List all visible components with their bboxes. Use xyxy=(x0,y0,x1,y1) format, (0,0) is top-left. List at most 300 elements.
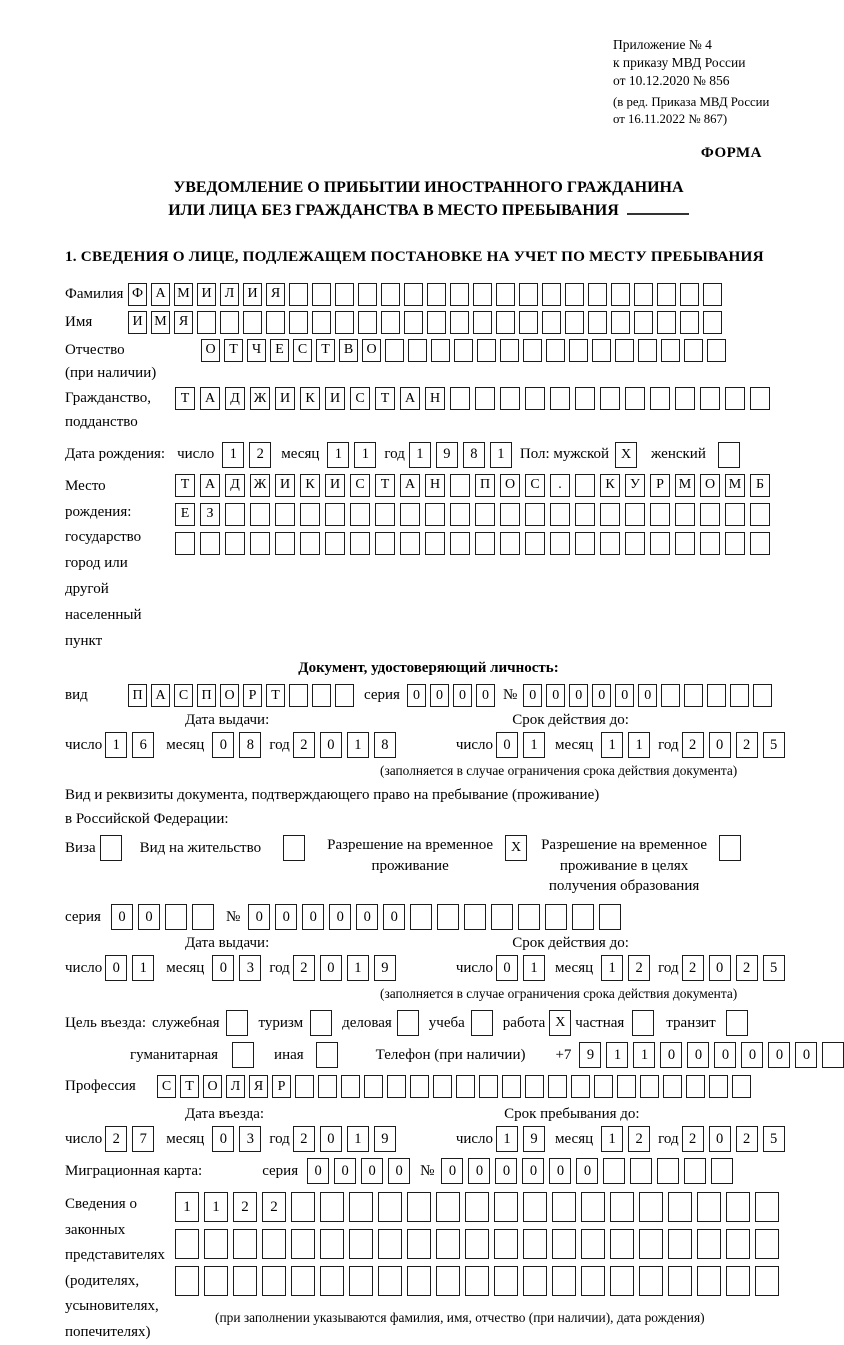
form-cell[interactable]: 1 xyxy=(204,1192,228,1222)
form-cell[interactable]: 1 xyxy=(606,1042,628,1068)
rvp-edu-checkbox[interactable] xyxy=(719,835,741,861)
form-cell[interactable]: 0 xyxy=(356,904,378,930)
form-cell[interactable] xyxy=(275,532,295,555)
form-cell[interactable] xyxy=(425,503,445,526)
form-cell[interactable] xyxy=(473,311,492,334)
form-cell[interactable]: М xyxy=(151,311,170,334)
form-cell[interactable]: Ф xyxy=(128,283,147,306)
form-cell[interactable]: 0 xyxy=(430,684,449,707)
purpose-transit-checkbox[interactable] xyxy=(726,1010,748,1036)
form-cell[interactable] xyxy=(381,311,400,334)
form-cell[interactable] xyxy=(387,1075,406,1098)
form-cell[interactable]: 1 xyxy=(490,442,512,468)
form-cell[interactable]: О xyxy=(362,339,381,362)
form-cell[interactable] xyxy=(225,532,245,555)
form-cell[interactable]: С xyxy=(350,387,370,410)
form-cell[interactable]: 1 xyxy=(347,732,369,758)
form-cell[interactable] xyxy=(325,503,345,526)
form-cell[interactable] xyxy=(518,904,540,930)
form-cell[interactable]: 0 xyxy=(714,1042,736,1068)
form-cell[interactable]: 2 xyxy=(293,955,315,981)
purpose-humanitarian-checkbox[interactable] xyxy=(232,1042,254,1068)
form-cell[interactable] xyxy=(663,1075,682,1098)
form-cell[interactable] xyxy=(575,503,595,526)
form-cell[interactable] xyxy=(289,283,308,306)
form-cell[interactable]: 5 xyxy=(763,1126,785,1152)
form-cell[interactable]: 3 xyxy=(239,1126,261,1152)
form-cell[interactable]: 2 xyxy=(293,732,315,758)
form-cell[interactable]: 9 xyxy=(523,1126,545,1152)
form-cell[interactable]: 0 xyxy=(569,684,588,707)
form-cell[interactable]: И xyxy=(325,387,345,410)
form-cell[interactable] xyxy=(639,1229,663,1259)
form-cell[interactable] xyxy=(408,339,427,362)
form-cell[interactable]: Р xyxy=(243,684,262,707)
form-cell[interactable] xyxy=(697,1192,721,1222)
form-cell[interactable]: 6 xyxy=(132,732,154,758)
form-cell[interactable] xyxy=(335,684,354,707)
form-cell[interactable] xyxy=(410,904,432,930)
form-cell[interactable] xyxy=(703,283,722,306)
form-cell[interactable] xyxy=(233,1229,257,1259)
form-cell[interactable]: А xyxy=(400,474,420,497)
form-cell[interactable] xyxy=(400,532,420,555)
form-cell[interactable]: Т xyxy=(180,1075,199,1098)
form-cell[interactable] xyxy=(542,283,561,306)
form-cell[interactable] xyxy=(638,339,657,362)
form-cell[interactable]: 1 xyxy=(601,955,623,981)
form-cell[interactable]: О xyxy=(203,1075,222,1098)
form-cell[interactable] xyxy=(407,1229,431,1259)
form-cell[interactable]: 8 xyxy=(239,732,261,758)
form-cell[interactable]: 1 xyxy=(327,442,349,468)
form-cell[interactable]: 5 xyxy=(763,732,785,758)
form-cell[interactable] xyxy=(318,1075,337,1098)
form-cell[interactable]: М xyxy=(174,283,193,306)
form-cell[interactable]: 2 xyxy=(628,955,650,981)
form-cell[interactable]: 0 xyxy=(388,1158,410,1184)
form-cell[interactable]: 9 xyxy=(374,955,396,981)
form-cell[interactable]: 2 xyxy=(249,442,271,468)
form-cell[interactable]: И xyxy=(275,387,295,410)
form-cell[interactable]: 0 xyxy=(275,904,297,930)
form-cell[interactable]: 1 xyxy=(601,732,623,758)
form-cell[interactable] xyxy=(502,1075,521,1098)
form-cell[interactable] xyxy=(381,283,400,306)
form-cell[interactable] xyxy=(565,283,584,306)
form-cell[interactable] xyxy=(266,311,285,334)
form-cell[interactable] xyxy=(575,387,595,410)
form-cell[interactable] xyxy=(661,684,680,707)
form-cell[interactable]: О xyxy=(201,339,220,362)
form-cell[interactable]: 0 xyxy=(248,904,270,930)
form-cell[interactable]: 0 xyxy=(320,1126,342,1152)
form-cell[interactable] xyxy=(686,1075,705,1098)
form-cell[interactable] xyxy=(565,311,584,334)
form-cell[interactable] xyxy=(700,532,720,555)
form-cell[interactable] xyxy=(300,503,320,526)
form-cell[interactable]: 0 xyxy=(660,1042,682,1068)
form-cell[interactable] xyxy=(634,283,653,306)
form-cell[interactable] xyxy=(400,503,420,526)
form-cell[interactable] xyxy=(496,283,515,306)
form-cell[interactable] xyxy=(668,1266,692,1296)
form-cell[interactable]: 0 xyxy=(795,1042,817,1068)
form-cell[interactable]: Е xyxy=(175,503,195,526)
form-cell[interactable]: С xyxy=(525,474,545,497)
form-cell[interactable]: П xyxy=(128,684,147,707)
form-cell[interactable] xyxy=(755,1229,779,1259)
form-cell[interactable]: Я xyxy=(249,1075,268,1098)
form-cell[interactable]: 2 xyxy=(682,1126,704,1152)
form-cell[interactable]: О xyxy=(220,684,239,707)
form-cell[interactable] xyxy=(465,1192,489,1222)
form-cell[interactable]: 0 xyxy=(453,684,472,707)
form-cell[interactable] xyxy=(436,1229,460,1259)
form-cell[interactable]: К xyxy=(300,474,320,497)
visa-checkbox[interactable] xyxy=(100,835,122,861)
form-cell[interactable]: 1 xyxy=(347,955,369,981)
form-cell[interactable] xyxy=(312,283,331,306)
form-cell[interactable]: 0 xyxy=(523,684,542,707)
form-cell[interactable]: 1 xyxy=(628,732,650,758)
form-cell[interactable] xyxy=(668,1192,692,1222)
form-cell[interactable]: У xyxy=(625,474,645,497)
form-cell[interactable]: 1 xyxy=(354,442,376,468)
form-cell[interactable] xyxy=(611,311,630,334)
form-cell[interactable]: П xyxy=(197,684,216,707)
form-cell[interactable] xyxy=(707,684,726,707)
form-cell[interactable] xyxy=(630,1158,652,1184)
form-cell[interactable]: 3 xyxy=(239,955,261,981)
form-cell[interactable] xyxy=(523,1192,547,1222)
form-cell[interactable] xyxy=(295,1075,314,1098)
form-cell[interactable]: 1 xyxy=(633,1042,655,1068)
form-cell[interactable] xyxy=(822,1042,844,1068)
form-cell[interactable]: 0 xyxy=(709,732,731,758)
form-cell[interactable]: Ж xyxy=(250,474,270,497)
form-cell[interactable]: Т xyxy=(266,684,285,707)
form-cell[interactable] xyxy=(433,1075,452,1098)
form-cell[interactable]: 0 xyxy=(320,732,342,758)
form-cell[interactable]: 1 xyxy=(523,732,545,758)
form-cell[interactable]: . xyxy=(550,474,570,497)
form-cell[interactable] xyxy=(450,532,470,555)
form-cell[interactable] xyxy=(625,532,645,555)
form-cell[interactable]: О xyxy=(700,474,720,497)
form-cell[interactable] xyxy=(494,1192,518,1222)
form-cell[interactable] xyxy=(175,1229,199,1259)
form-cell[interactable] xyxy=(755,1192,779,1222)
form-cell[interactable] xyxy=(262,1229,286,1259)
form-cell[interactable]: 0 xyxy=(212,732,234,758)
form-cell[interactable] xyxy=(165,904,187,930)
form-cell[interactable] xyxy=(684,684,703,707)
form-cell[interactable]: Н xyxy=(425,474,445,497)
form-cell[interactable]: 0 xyxy=(496,955,518,981)
form-cell[interactable]: 1 xyxy=(496,1126,518,1152)
form-cell[interactable]: 0 xyxy=(741,1042,763,1068)
form-cell[interactable] xyxy=(519,283,538,306)
form-cell[interactable]: И xyxy=(197,283,216,306)
form-cell[interactable]: С xyxy=(350,474,370,497)
form-cell[interactable] xyxy=(611,283,630,306)
form-cell[interactable] xyxy=(407,1266,431,1296)
rvp-checkbox[interactable]: X xyxy=(505,835,527,861)
form-cell[interactable]: 0 xyxy=(522,1158,544,1184)
form-cell[interactable] xyxy=(320,1229,344,1259)
form-cell[interactable] xyxy=(675,532,695,555)
form-cell[interactable] xyxy=(291,1266,315,1296)
form-cell[interactable]: З xyxy=(200,503,220,526)
form-cell[interactable]: 8 xyxy=(374,732,396,758)
form-cell[interactable] xyxy=(378,1192,402,1222)
form-cell[interactable] xyxy=(552,1192,576,1222)
form-cell[interactable] xyxy=(680,283,699,306)
form-cell[interactable]: 2 xyxy=(682,955,704,981)
form-cell[interactable]: Б xyxy=(750,474,770,497)
form-cell[interactable]: К xyxy=(300,387,320,410)
form-cell[interactable] xyxy=(358,311,377,334)
form-cell[interactable] xyxy=(197,311,216,334)
form-cell[interactable]: Т xyxy=(375,474,395,497)
form-cell[interactable]: 5 xyxy=(763,955,785,981)
form-cell[interactable] xyxy=(200,532,220,555)
form-cell[interactable]: М xyxy=(675,474,695,497)
form-cell[interactable] xyxy=(500,387,520,410)
form-cell[interactable]: Л xyxy=(220,283,239,306)
form-cell[interactable] xyxy=(291,1192,315,1222)
form-cell[interactable]: И xyxy=(275,474,295,497)
form-cell[interactable] xyxy=(450,503,470,526)
form-cell[interactable] xyxy=(312,684,331,707)
form-cell[interactable]: 0 xyxy=(687,1042,709,1068)
form-cell[interactable] xyxy=(454,339,473,362)
form-cell[interactable] xyxy=(262,1266,286,1296)
form-cell[interactable] xyxy=(755,1266,779,1296)
form-cell[interactable] xyxy=(450,283,469,306)
form-cell[interactable] xyxy=(707,339,726,362)
purpose-business-checkbox[interactable] xyxy=(397,1010,419,1036)
form-cell[interactable] xyxy=(525,387,545,410)
form-cell[interactable] xyxy=(594,1075,613,1098)
form-cell[interactable] xyxy=(427,311,446,334)
form-cell[interactable] xyxy=(750,532,770,555)
form-cell[interactable] xyxy=(425,532,445,555)
form-cell[interactable] xyxy=(650,387,670,410)
form-cell[interactable]: 0 xyxy=(496,732,518,758)
form-cell[interactable] xyxy=(404,283,423,306)
form-cell[interactable] xyxy=(250,503,270,526)
form-cell[interactable] xyxy=(548,1075,567,1098)
form-cell[interactable]: 1 xyxy=(347,1126,369,1152)
form-cell[interactable]: 0 xyxy=(111,904,133,930)
form-cell[interactable]: 0 xyxy=(105,955,127,981)
form-cell[interactable] xyxy=(725,532,745,555)
form-cell[interactable] xyxy=(525,1075,544,1098)
form-cell[interactable] xyxy=(625,387,645,410)
form-cell[interactable] xyxy=(275,503,295,526)
form-cell[interactable]: Н xyxy=(425,387,445,410)
form-cell[interactable] xyxy=(581,1266,605,1296)
form-cell[interactable]: 0 xyxy=(546,684,565,707)
form-cell[interactable] xyxy=(684,1158,706,1184)
form-cell[interactable]: 2 xyxy=(736,1126,758,1152)
form-cell[interactable] xyxy=(335,283,354,306)
purpose-work-checkbox[interactable]: X xyxy=(549,1010,571,1036)
form-cell[interactable] xyxy=(220,311,239,334)
form-cell[interactable]: К xyxy=(600,474,620,497)
form-cell[interactable] xyxy=(600,532,620,555)
form-cell[interactable] xyxy=(494,1229,518,1259)
form-cell[interactable] xyxy=(475,387,495,410)
form-cell[interactable]: 9 xyxy=(374,1126,396,1152)
form-cell[interactable] xyxy=(378,1266,402,1296)
form-cell[interactable]: 2 xyxy=(628,1126,650,1152)
form-cell[interactable]: 0 xyxy=(592,684,611,707)
form-cell[interactable] xyxy=(335,311,354,334)
form-cell[interactable] xyxy=(588,311,607,334)
form-cell[interactable] xyxy=(709,1075,728,1098)
form-cell[interactable] xyxy=(225,503,245,526)
form-cell[interactable] xyxy=(175,532,195,555)
form-cell[interactable] xyxy=(625,503,645,526)
form-cell[interactable] xyxy=(491,904,513,930)
form-cell[interactable] xyxy=(349,1192,373,1222)
form-cell[interactable] xyxy=(668,1229,692,1259)
form-cell[interactable]: 0 xyxy=(441,1158,463,1184)
form-cell[interactable]: 8 xyxy=(463,442,485,468)
form-cell[interactable] xyxy=(617,1075,636,1098)
form-cell[interactable] xyxy=(204,1229,228,1259)
form-cell[interactable]: 9 xyxy=(436,442,458,468)
form-cell[interactable]: Р xyxy=(272,1075,291,1098)
form-cell[interactable]: 0 xyxy=(334,1158,356,1184)
form-cell[interactable]: 1 xyxy=(105,732,127,758)
purpose-private-checkbox[interactable] xyxy=(632,1010,654,1036)
form-cell[interactable]: А xyxy=(400,387,420,410)
form-cell[interactable] xyxy=(500,503,520,526)
form-cell[interactable]: А xyxy=(200,474,220,497)
form-cell[interactable]: 1 xyxy=(222,442,244,468)
purpose-study-checkbox[interactable] xyxy=(471,1010,493,1036)
form-cell[interactable] xyxy=(192,904,214,930)
form-cell[interactable]: 2 xyxy=(736,732,758,758)
form-cell[interactable] xyxy=(675,387,695,410)
form-cell[interactable] xyxy=(289,684,308,707)
form-cell[interactable] xyxy=(175,1266,199,1296)
form-cell[interactable]: П xyxy=(475,474,495,497)
form-cell[interactable] xyxy=(732,1075,751,1098)
form-cell[interactable]: 0 xyxy=(768,1042,790,1068)
form-cell[interactable]: Р xyxy=(650,474,670,497)
form-cell[interactable] xyxy=(378,1229,402,1259)
form-cell[interactable] xyxy=(581,1192,605,1222)
form-cell[interactable] xyxy=(750,503,770,526)
form-cell[interactable] xyxy=(349,1266,373,1296)
form-cell[interactable]: 0 xyxy=(495,1158,517,1184)
form-cell[interactable] xyxy=(600,503,620,526)
residence-permit-checkbox[interactable] xyxy=(283,835,305,861)
form-cell[interactable]: И xyxy=(325,474,345,497)
form-cell[interactable]: С xyxy=(293,339,312,362)
form-cell[interactable] xyxy=(684,339,703,362)
form-cell[interactable] xyxy=(475,503,495,526)
form-cell[interactable] xyxy=(572,904,594,930)
form-cell[interactable] xyxy=(407,1192,431,1222)
form-cell[interactable] xyxy=(552,1266,576,1296)
form-cell[interactable] xyxy=(615,339,634,362)
form-cell[interactable] xyxy=(243,311,262,334)
form-cell[interactable] xyxy=(657,1158,679,1184)
form-cell[interactable] xyxy=(291,1229,315,1259)
form-cell[interactable]: 0 xyxy=(212,955,234,981)
form-cell[interactable] xyxy=(465,1266,489,1296)
form-cell[interactable] xyxy=(726,1229,750,1259)
form-cell[interactable]: С xyxy=(157,1075,176,1098)
form-cell[interactable]: 0 xyxy=(320,955,342,981)
form-cell[interactable] xyxy=(610,1266,634,1296)
sex-female-checkbox[interactable] xyxy=(718,442,740,468)
form-cell[interactable]: С xyxy=(174,684,193,707)
form-cell[interactable] xyxy=(640,1075,659,1098)
form-cell[interactable] xyxy=(550,503,570,526)
form-cell[interactable] xyxy=(711,1158,733,1184)
form-cell[interactable] xyxy=(250,532,270,555)
form-cell[interactable]: Т xyxy=(175,474,195,497)
form-cell[interactable] xyxy=(569,339,588,362)
form-cell[interactable]: Т xyxy=(375,387,395,410)
form-cell[interactable]: 0 xyxy=(615,684,634,707)
form-cell[interactable]: Е xyxy=(270,339,289,362)
form-cell[interactable] xyxy=(358,283,377,306)
form-cell[interactable] xyxy=(525,503,545,526)
form-cell[interactable] xyxy=(657,311,676,334)
form-cell[interactable]: 0 xyxy=(138,904,160,930)
form-cell[interactable]: А xyxy=(151,283,170,306)
form-cell[interactable] xyxy=(496,311,515,334)
form-cell[interactable]: 0 xyxy=(468,1158,490,1184)
form-cell[interactable]: А xyxy=(151,684,170,707)
form-cell[interactable] xyxy=(341,1075,360,1098)
form-cell[interactable]: И xyxy=(128,311,147,334)
form-cell[interactable]: Т xyxy=(175,387,195,410)
form-cell[interactable]: 2 xyxy=(233,1192,257,1222)
form-cell[interactable] xyxy=(546,339,565,362)
form-cell[interactable]: 0 xyxy=(329,904,351,930)
purpose-other-checkbox[interactable] xyxy=(316,1042,338,1068)
form-cell[interactable]: 0 xyxy=(361,1158,383,1184)
form-cell[interactable]: И xyxy=(243,283,262,306)
form-cell[interactable] xyxy=(350,532,370,555)
form-cell[interactable] xyxy=(592,339,611,362)
form-cell[interactable] xyxy=(700,387,720,410)
form-cell[interactable] xyxy=(364,1075,383,1098)
form-cell[interactable]: 0 xyxy=(476,684,495,707)
form-cell[interactable] xyxy=(450,474,470,497)
form-cell[interactable] xyxy=(456,1075,475,1098)
form-cell[interactable] xyxy=(603,1158,625,1184)
form-cell[interactable]: О xyxy=(500,474,520,497)
form-cell[interactable]: 0 xyxy=(383,904,405,930)
form-cell[interactable] xyxy=(450,311,469,334)
form-cell[interactable]: М xyxy=(725,474,745,497)
form-cell[interactable] xyxy=(436,1192,460,1222)
form-cell[interactable] xyxy=(494,1266,518,1296)
form-cell[interactable]: 2 xyxy=(682,732,704,758)
form-cell[interactable]: В xyxy=(339,339,358,362)
form-cell[interactable] xyxy=(753,684,772,707)
